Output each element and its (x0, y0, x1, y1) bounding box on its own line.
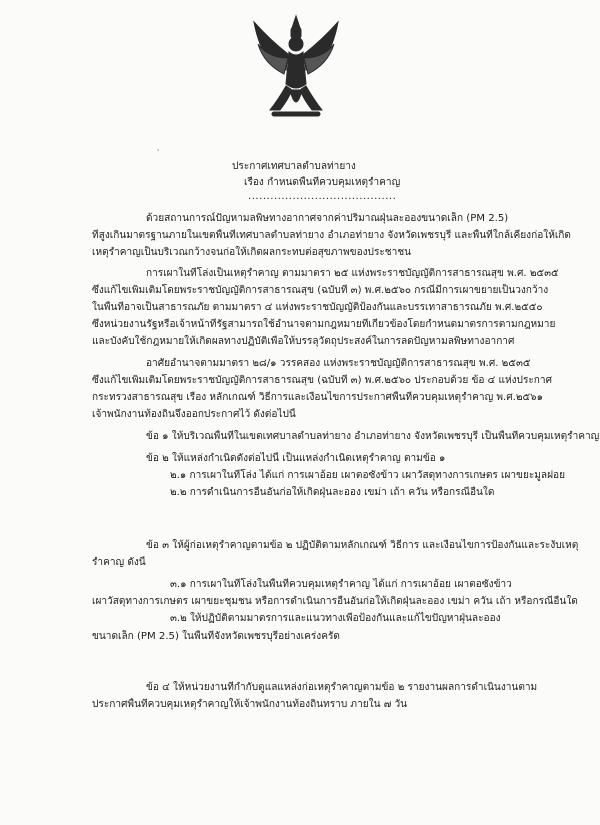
clause-1: ข้อ ๑ ให้บริเวณพื้นที่ในเขตเทศบาลตำบลท่ายาง อำเภอท่ายาง จังหวัดเพชรบุรี เป็นพื้นที่ควบคุมเหตุรำคาญ (146, 431, 600, 442)
para1-line: ด้วยสถานการณ์ปัญหามลพิษทางอากาศจากค่าปริมาณฝุ่นละอองขนาดเล็ก (PM 2.5) (146, 213, 509, 224)
clause-2-1: ๒.๑ การเผาในที่โล่ง ได้แก่ การเผาอ้อย เผาตอซังข้าว เผาวัสดุทางการเกษตร เผาขยะมูลฝอย (170, 470, 566, 481)
clause-4: ข้อ ๔ ให้หน่วยงานที่กำกับดูแลแหล่งก่อเหตุรำคาญตามข้อ ๒ รายงานผลการดำเนินงานตาม (146, 682, 538, 693)
clause-3-heading: ข้อ ๓ ให้ผู้ก่อเหตุรำคาญตามข้อ ๒ ปฏิบัติตามหลักเกณฑ์ วิธีการ และเงื่อนไขการป้องกันและระงับเหตุ (146, 540, 579, 551)
clause-2-2: ๒.๒ การดำเนินการอื่นอันก่อให้เกิดฝุ่นละออง เขม่า เถ้า ควัน หรือกรณีอื่นใด (170, 487, 495, 498)
clause-4-cont: ประกาศพื้นที่ควบคุมเหตุรำคาญให้เจ้าพนักงานท้องถิ่นทราบ ภายใน ๗ วัน (92, 699, 408, 710)
para3-line: เจ้าพนักงานท้องถิ่นจึงออกประกาศไว้ ดังต่อไปนี้ (92, 409, 296, 420)
clause-3-2-cont: ขนาดเล็ก (PM 2.5) ในพื้นที่จังหวัดเพชรบุรีอย่างเคร่งครัด (92, 631, 340, 642)
para1-line: ที่สูงเกินมาตรฐานภายในเขตพื้นที่เทศบาลตำบลท่ายาง อำเภอท่ายาง จังหวัดเพชรบุรี และพื้นที่ใกล้เคียงก่อให้เกิด (92, 230, 571, 241)
clause-3-2: ๓.๒ ให้ปฏิบัติตามมาตรการและแนวทางเพื่อป้องกันและแก้ไขปัญหาฝุ่นละออง (170, 613, 501, 624)
para2-line: และบังคับใช้กฎหมายให้เกิดผลทางปฏิบัติเพื่อให้บรรลุวัตถุประสงค์ในการลดปัญหามลพิษทางอากาศ (92, 336, 515, 347)
para2-line: การเผาในที่โล่งเป็นเหตุรำคาญ ตามมาตรา ๒๕ แห่งพระราชบัญญัติการสาธารณสุข พ.ศ. ๒๕๓๕ (146, 268, 559, 279)
announcement-title: ประกาศเทศบาลตำบลท่ายาง (232, 161, 356, 172)
clause-3-heading-cont: รำคาญ ดังนี้ (92, 557, 146, 568)
para2-line: ซึ่งแก้ไขเพิ่มเติมโดยพระราชบัญญัติการสาธารณสุข (ฉบับที่ ๓) พ.ศ.๒๕๖๐ กรณีมีการเผาขยายเป็นวงกว้าง (92, 285, 549, 296)
clause-2-heading: ข้อ ๒ ให้แหล่งกำเนิดดังต่อไปนี้ เป็นแหล่งกำเนิดเหตุรำคาญ ตามข้อ ๑ (146, 453, 446, 464)
announcement-subject: เรื่อง กำหนดพื้นที่ควบคุมเหตุรำคาญ (244, 177, 401, 188)
para2-line: ซึ่งหน่วยงานรัฐหรือเจ้าหน้าที่รัฐสามารถใช้อำนาจตามกฎหมายที่เกี่ยวข้องโดยกำหนดมาตรการตามกฎหมาย (92, 319, 556, 330)
title-separator: ........................................ (248, 191, 397, 202)
para3-line: ซึ่งแก้ไขเพิ่มเติมโดยพระราชบัญญัติการสาธารณสุข (ฉบับที่ ๓) พ.ศ.๒๕๖๐ ประกอบด้วย ข้อ ๔ แห่งประกาศ (92, 375, 552, 386)
clause-3-1-cont: เผาวัสดุทางการเกษตร เผาขยะชุมชน หรือการดำเนินการอื่นอันก่อให้เกิดฝุ่นละออง เขม่า ควัน เถ้า หรือกรณีอื่นใด (92, 596, 578, 607)
para3-line: กระทรวงสาธารณสุข เรื่อง หลักเกณฑ์ วิธีการและเงื่อนไขการประกาศพื้นที่ควบคุมเหตุรำคาญ พ.ศ.๒๕๖๑ (92, 392, 543, 403)
para1-line: เหตุรำคาญเป็นบริเวณกว้างจนก่อให้เกิดผลกระทบต่อสุขภาพของประชาชน (92, 247, 412, 258)
clause-3-1: ๓.๑ การเผาในที่โล่งในพื้นที่ควบคุมเหตุรำคาญ ได้แก่ การเผาอ้อย เผาตอซังข้าว (170, 579, 512, 590)
para3-line: อาศัยอำนาจตามมาตรา ๒๘/๑ วรรคสอง แห่งพระราชบัญญัติการสาธารณสุข พ.ศ. ๒๕๓๕ (146, 358, 531, 369)
stray-mark: ' (157, 148, 160, 157)
garuda-emblem-icon (248, 14, 344, 124)
para2-line: ในพื้นที่อาจเป็นสาธารณภัย ตามมาตรา ๔ แห่งพระราชบัญญัติป้องกันและบรรเทาสาธารณภัย พ.ศ.๒๕๕๐ (92, 302, 543, 313)
